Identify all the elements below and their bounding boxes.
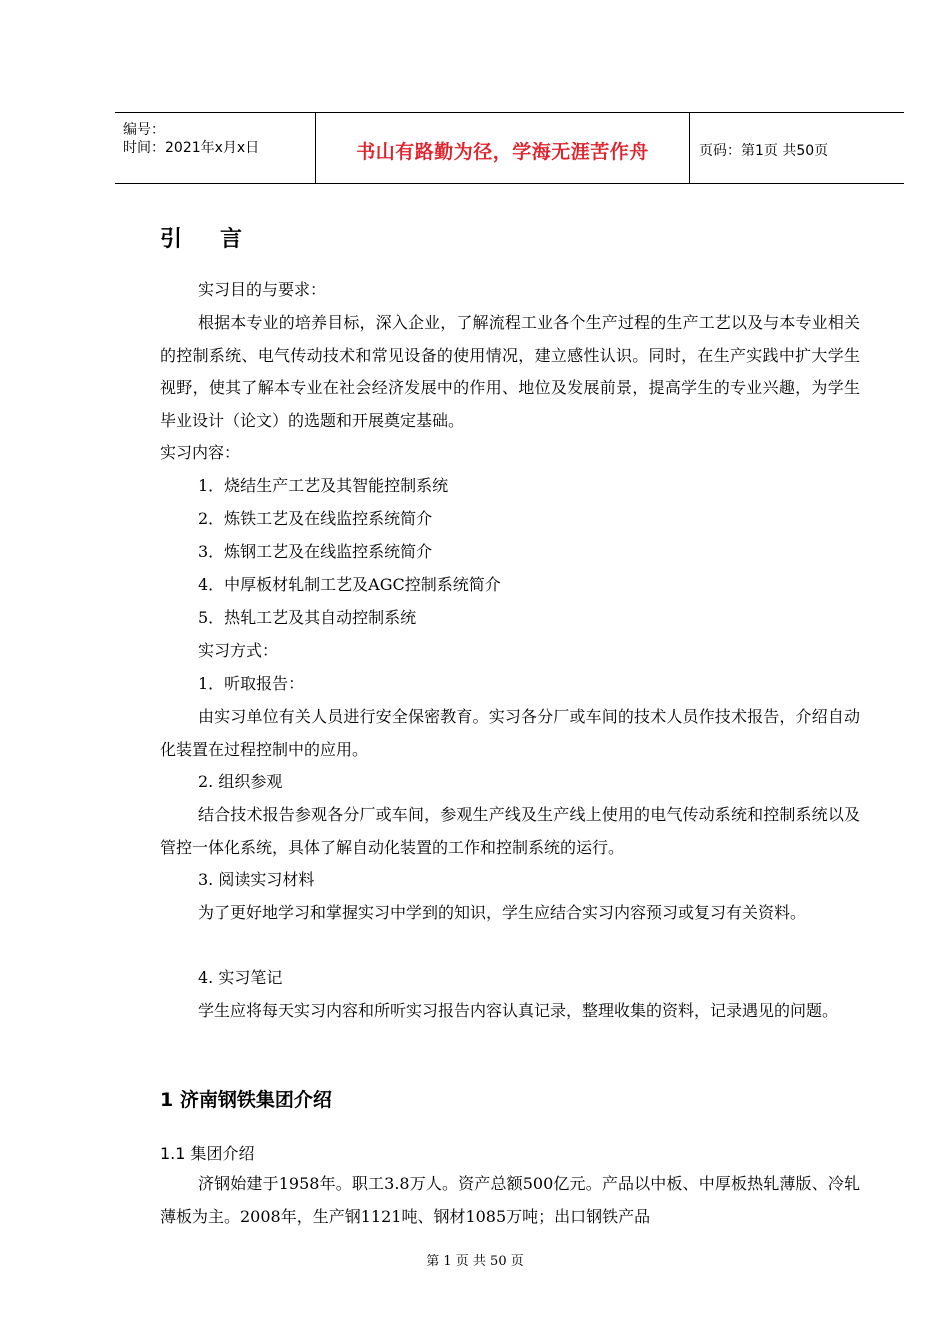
list-item: 3．炼钢工艺及在线监控系统简介 bbox=[198, 542, 433, 561]
method-item-heading: 2. 组织参观 bbox=[198, 772, 283, 791]
time-label: 时间：2021年x月x日 bbox=[123, 140, 260, 156]
section-text: 济钢始建于1958年。职工3.8万人。资产总额500亿元。产品以中板、中厚板热轧薄版、冷轧薄板为主。2008年，生产钢1121吨、钢材1085万吨；出口钢铁产品 bbox=[160, 1174, 860, 1226]
list-item: 4．中厚板材轧制工艺及AGC控制系统简介 bbox=[198, 575, 501, 594]
method-item-text: 为了更好地学习和掌握实习中学到的知识，学生应结合实习内容预习或复习有关资料。 bbox=[198, 903, 807, 922]
method-item-text: 学生应将每天实习内容和所听实习报告内容认真记录，整理收集的资料，记录遇见的问题。 bbox=[198, 1001, 839, 1020]
header-page-cell bbox=[689, 113, 904, 183]
list-item: 2．炼铁工艺及在线监控系统简介 bbox=[198, 509, 433, 528]
page-info: 页码：第1页 共50页 bbox=[699, 143, 829, 159]
section-heading: 1 济南钢铁集团介绍 bbox=[160, 1089, 332, 1111]
header-table bbox=[115, 112, 904, 184]
number-label: 编号： bbox=[123, 122, 165, 138]
list-item: 5．热轧工艺及其自动控制系统 bbox=[198, 608, 417, 627]
paragraph-purpose: 根据本专业的培养目标，深入企业，了解流程工业各个生产过程的生产工艺以及与本专业相关的控制系统、电气传动技术和常见设备的使用情况，建立感性认识。同时，在生产实践中扩大学生视野，使其了解本专业在社会经济发展中的作用、地位及发展前景，提高学生的专业兴趣，为学生毕业设计（论文）的选题和开展奠定基础。 bbox=[160, 313, 860, 430]
paragraph-purpose-label: 实习目的与要求： bbox=[198, 280, 327, 299]
subsection-heading: 1.1 集团介绍 bbox=[160, 1144, 255, 1163]
motto-text: 书山有路勤为径，学海无涯苦作舟 bbox=[356, 141, 649, 163]
method-item-heading: 1．听取报告： bbox=[198, 674, 305, 693]
paragraph-content-label: 实习内容： bbox=[160, 443, 241, 462]
page-footer: 第 1 页 共 50 页 bbox=[426, 1254, 524, 1269]
paragraph-method-label: 实习方式： bbox=[198, 641, 279, 660]
method-item-heading: 4. 实习笔记 bbox=[198, 968, 283, 987]
header-motto-cell bbox=[315, 113, 690, 183]
header-meta-cell bbox=[115, 113, 315, 183]
page-title: 引言 bbox=[160, 227, 281, 252]
method-item-text: 结合技术报告参观各分厂或车间，参观生产线及生产线上使用的电气传动系统和控制系统以及管控一体化系统，具体了解自动化装置的工作和控制系统的运行。 bbox=[160, 805, 860, 857]
list-item: 1．烧结生产工艺及其智能控制系统 bbox=[198, 476, 449, 495]
method-item-text: 由实习单位有关人员进行安全保密教育。实习各分厂或车间的技术人员作技术报告，介绍自动化装置在过程控制中的应用。 bbox=[160, 707, 860, 759]
method-item-heading: 3. 阅读实习材料 bbox=[198, 870, 315, 889]
